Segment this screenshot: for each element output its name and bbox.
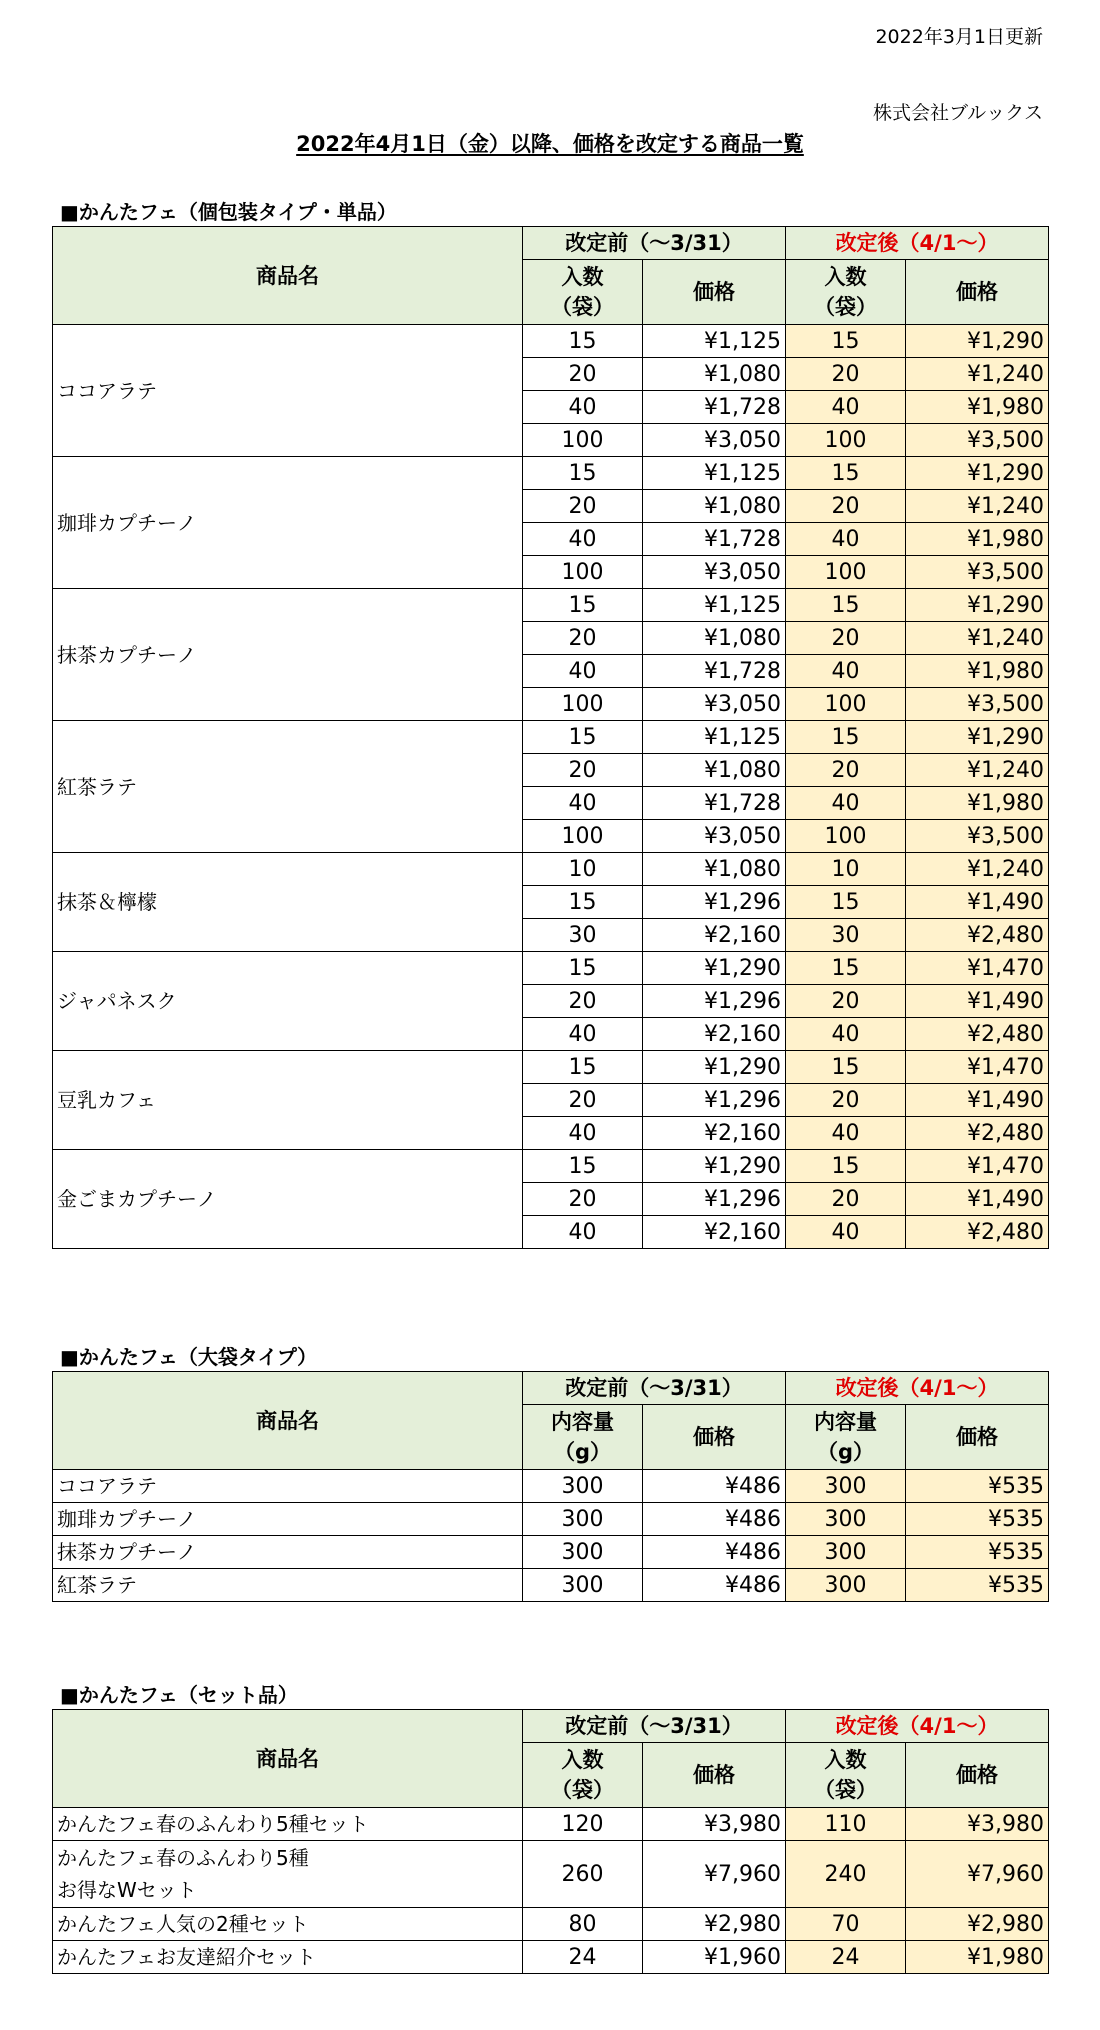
price-after: ¥2,480 [906, 1117, 1049, 1150]
column-header-quantity: 入数 （袋） [523, 1743, 643, 1808]
price-before: ¥1,296 [643, 1183, 786, 1216]
table-row [53, 1150, 1049, 1183]
quantity-before: 40 [523, 787, 643, 820]
price-before: ¥1,080 [643, 490, 786, 523]
product-name: かんたフェお友達紹介セット [53, 1941, 523, 1974]
quantity-before: 15 [523, 952, 643, 985]
price-before: ¥3,050 [643, 688, 786, 721]
quantity-before: 80 [523, 1908, 643, 1941]
price-after: ¥1,240 [906, 358, 1049, 391]
product-name: 紅茶ラテ [53, 721, 523, 853]
quantity-after: 40 [786, 1216, 906, 1249]
column-header-after: 改定後（4/1〜） [786, 227, 1049, 260]
column-header-price: 価格 [643, 260, 786, 325]
price-after: ¥535 [906, 1503, 1049, 1536]
column-header-after: 改定後（4/1〜） [786, 1372, 1049, 1405]
price-before: ¥486 [643, 1536, 786, 1569]
quantity-after: 20 [786, 490, 906, 523]
price-before: ¥1,125 [643, 589, 786, 622]
column-header-quantity: 入数 （袋） [786, 1743, 906, 1808]
price-before: ¥1,960 [643, 1941, 786, 1974]
column-header-quantity: 内容量 （g） [523, 1405, 643, 1470]
quantity-before: 10 [523, 853, 643, 886]
quantity-after: 15 [786, 1051, 906, 1084]
price-after: ¥3,500 [906, 556, 1049, 589]
price-after: ¥535 [906, 1569, 1049, 1602]
column-header-quantity: 内容量 （g） [786, 1405, 906, 1470]
price-after: ¥1,980 [906, 1941, 1049, 1974]
quantity-after: 15 [786, 1150, 906, 1183]
price-before: ¥1,080 [643, 853, 786, 886]
column-header-price: 価格 [906, 1405, 1049, 1470]
price-before: ¥1,290 [643, 952, 786, 985]
quantity-after: 300 [786, 1503, 906, 1536]
product-name: ココアラテ [53, 1470, 523, 1503]
column-header-name: 商品名 [53, 1372, 523, 1470]
product-name: かんたフェ春のふんわり5種 お得なWセット [53, 1841, 523, 1908]
price-after: ¥1,980 [906, 655, 1049, 688]
price-before: ¥1,728 [643, 523, 786, 556]
product-name: かんたフェ春のふんわり5種セット [53, 1808, 523, 1841]
price-before: ¥2,160 [643, 1216, 786, 1249]
quantity-after: 300 [786, 1569, 906, 1602]
price-after: ¥1,240 [906, 490, 1049, 523]
price-before: ¥1,125 [643, 721, 786, 754]
price-after: ¥1,240 [906, 754, 1049, 787]
quantity-before: 20 [523, 490, 643, 523]
product-name: 紅茶ラテ [53, 1569, 523, 1602]
quantity-after: 100 [786, 688, 906, 721]
quantity-before: 30 [523, 919, 643, 952]
quantity-before: 15 [523, 1051, 643, 1084]
price-before: ¥1,728 [643, 655, 786, 688]
table-row [53, 1941, 1049, 1974]
price-before: ¥2,160 [643, 1117, 786, 1150]
price-after: ¥2,480 [906, 1216, 1049, 1249]
quantity-before: 40 [523, 391, 643, 424]
table-row [53, 1503, 1049, 1536]
quantity-before: 15 [523, 721, 643, 754]
column-header-after: 改定後（4/1〜） [786, 1710, 1049, 1743]
price-before: ¥1,080 [643, 358, 786, 391]
quantity-after: 15 [786, 886, 906, 919]
quantity-before: 260 [523, 1841, 643, 1908]
table-row [53, 721, 1049, 754]
section-title: ■かんたフェ（セット品） [60, 1683, 298, 1707]
price-after: ¥1,290 [906, 589, 1049, 622]
quantity-before: 15 [523, 457, 643, 490]
page-title-text: 2022年4月1日（金）以降、価格を改定する商品一覧 [296, 132, 804, 156]
column-header-name: 商品名 [53, 227, 523, 325]
quantity-after: 20 [786, 622, 906, 655]
update-date: 2022年3月1日更新 [875, 26, 1043, 48]
quantity-before: 15 [523, 325, 643, 358]
price-before: ¥486 [643, 1569, 786, 1602]
price-before: ¥3,050 [643, 820, 786, 853]
quantity-after: 15 [786, 589, 906, 622]
price-before: ¥1,728 [643, 787, 786, 820]
price-before: ¥3,050 [643, 556, 786, 589]
quantity-after: 240 [786, 1841, 906, 1908]
price-after: ¥1,980 [906, 787, 1049, 820]
price-after: ¥1,290 [906, 457, 1049, 490]
header-row [53, 227, 1049, 260]
section-title: ■かんたフェ（個包装タイプ・単品） [60, 200, 397, 224]
quantity-before: 100 [523, 688, 643, 721]
quantity-before: 20 [523, 622, 643, 655]
price-after: ¥1,470 [906, 1051, 1049, 1084]
table-row [53, 1808, 1049, 1841]
quantity-after: 110 [786, 1808, 906, 1841]
price-table-set [52, 1709, 1049, 1974]
quantity-before: 40 [523, 655, 643, 688]
quantity-before: 20 [523, 358, 643, 391]
quantity-before: 40 [523, 1018, 643, 1051]
quantity-before: 24 [523, 1941, 643, 1974]
column-header-before: 改定前（〜3/31） [523, 1372, 786, 1405]
price-before: ¥2,980 [643, 1908, 786, 1941]
price-before: ¥1,290 [643, 1051, 786, 1084]
column-header-before: 改定前（〜3/31） [523, 1710, 786, 1743]
table-row [53, 1569, 1049, 1602]
quantity-before: 20 [523, 1084, 643, 1117]
price-before: ¥2,160 [643, 919, 786, 952]
quantity-after: 300 [786, 1470, 906, 1503]
price-before: ¥7,960 [643, 1841, 786, 1908]
quantity-after: 15 [786, 721, 906, 754]
quantity-after: 20 [786, 1183, 906, 1216]
product-name: 珈琲カプチーノ [53, 457, 523, 589]
product-name: 抹茶カプチーノ [53, 1536, 523, 1569]
price-after: ¥1,240 [906, 853, 1049, 886]
quantity-after: 100 [786, 424, 906, 457]
quantity-before: 100 [523, 556, 643, 589]
table-row [53, 457, 1049, 490]
quantity-before: 300 [523, 1470, 643, 1503]
product-name: 抹茶＆檸檬 [53, 853, 523, 952]
quantity-before: 20 [523, 754, 643, 787]
quantity-after: 300 [786, 1536, 906, 1569]
price-after: ¥1,290 [906, 721, 1049, 754]
quantity-before: 20 [523, 1183, 643, 1216]
quantity-before: 300 [523, 1503, 643, 1536]
price-before: ¥486 [643, 1470, 786, 1503]
price-after: ¥535 [906, 1536, 1049, 1569]
quantity-after: 15 [786, 457, 906, 490]
price-after: ¥1,490 [906, 886, 1049, 919]
quantity-before: 300 [523, 1569, 643, 1602]
quantity-after: 100 [786, 556, 906, 589]
quantity-after: 15 [786, 952, 906, 985]
price-after: ¥2,480 [906, 919, 1049, 952]
quantity-after: 40 [786, 523, 906, 556]
price-before: ¥2,160 [643, 1018, 786, 1051]
quantity-after: 30 [786, 919, 906, 952]
quantity-after: 20 [786, 1084, 906, 1117]
quantity-before: 40 [523, 1216, 643, 1249]
quantity-after: 20 [786, 754, 906, 787]
price-before: ¥1,728 [643, 391, 786, 424]
price-before: ¥3,980 [643, 1808, 786, 1841]
quantity-after: 40 [786, 1117, 906, 1150]
price-before: ¥486 [643, 1503, 786, 1536]
quantity-after: 20 [786, 985, 906, 1018]
price-after: ¥2,480 [906, 1018, 1049, 1051]
table-row [53, 589, 1049, 622]
quantity-after: 100 [786, 820, 906, 853]
product-name: 珈琲カプチーノ [53, 1503, 523, 1536]
quantity-after: 70 [786, 1908, 906, 1941]
price-after: ¥1,240 [906, 622, 1049, 655]
header-row [53, 1710, 1049, 1743]
price-before: ¥1,296 [643, 1084, 786, 1117]
product-name: ココアラテ [53, 325, 523, 457]
price-before: ¥1,290 [643, 1150, 786, 1183]
price-after: ¥1,980 [906, 391, 1049, 424]
quantity-before: 40 [523, 523, 643, 556]
product-name: 抹茶カプチーノ [53, 589, 523, 721]
quantity-before: 120 [523, 1808, 643, 1841]
price-after: ¥1,470 [906, 952, 1049, 985]
table-row [53, 1908, 1049, 1941]
product-name: ジャパネスク [53, 952, 523, 1051]
price-after: ¥1,490 [906, 1183, 1049, 1216]
quantity-before: 20 [523, 985, 643, 1018]
table-row [53, 1051, 1049, 1084]
price-before: ¥1,080 [643, 754, 786, 787]
table-row [53, 853, 1049, 886]
table-row [53, 1536, 1049, 1569]
column-header-quantity: 入数 （袋） [786, 260, 906, 325]
table-row [53, 1470, 1049, 1503]
product-name: 金ごまカプチーノ [53, 1150, 523, 1249]
quantity-before: 100 [523, 424, 643, 457]
quantity-before: 100 [523, 820, 643, 853]
page-title [0, 128, 1100, 158]
quantity-after: 40 [786, 655, 906, 688]
company-name: 株式会社ブルックス [872, 102, 1043, 124]
price-before: ¥1,125 [643, 325, 786, 358]
price-after: ¥3,500 [906, 688, 1049, 721]
section-title: ■かんたフェ（大袋タイプ） [60, 1345, 318, 1369]
price-after: ¥1,290 [906, 325, 1049, 358]
price-after: ¥2,980 [906, 1908, 1049, 1941]
quantity-before: 15 [523, 886, 643, 919]
table-row [53, 325, 1049, 358]
quantity-after: 20 [786, 358, 906, 391]
column-header-name: 商品名 [53, 1710, 523, 1808]
price-after: ¥1,490 [906, 985, 1049, 1018]
quantity-before: 300 [523, 1536, 643, 1569]
price-after: ¥3,980 [906, 1808, 1049, 1841]
price-before: ¥1,080 [643, 622, 786, 655]
price-after: ¥1,980 [906, 523, 1049, 556]
quantity-after: 40 [786, 391, 906, 424]
price-after: ¥3,500 [906, 424, 1049, 457]
quantity-after: 40 [786, 1018, 906, 1051]
quantity-before: 15 [523, 1150, 643, 1183]
price-after: ¥535 [906, 1470, 1049, 1503]
price-before: ¥1,296 [643, 985, 786, 1018]
price-after: ¥3,500 [906, 820, 1049, 853]
price-after: ¥1,470 [906, 1150, 1049, 1183]
product-name: 豆乳カフェ [53, 1051, 523, 1150]
column-header-quantity: 入数 （袋） [523, 260, 643, 325]
quantity-after: 15 [786, 325, 906, 358]
table-row [53, 1841, 1049, 1908]
quantity-after: 24 [786, 1941, 906, 1974]
product-name: かんたフェ人気の2種セット [53, 1908, 523, 1941]
price-table-large-bag [52, 1371, 1049, 1602]
quantity-before: 40 [523, 1117, 643, 1150]
quantity-before: 15 [523, 589, 643, 622]
price-after: ¥1,490 [906, 1084, 1049, 1117]
table-row [53, 952, 1049, 985]
quantity-after: 10 [786, 853, 906, 886]
column-header-price: 価格 [906, 1743, 1049, 1808]
quantity-after: 40 [786, 787, 906, 820]
column-header-price: 価格 [643, 1743, 786, 1808]
price-before: ¥1,296 [643, 886, 786, 919]
price-after: ¥7,960 [906, 1841, 1049, 1908]
column-header-before: 改定前（〜3/31） [523, 227, 786, 260]
header-row [53, 1372, 1049, 1405]
column-header-price: 価格 [906, 260, 1049, 325]
price-before: ¥1,125 [643, 457, 786, 490]
price-before: ¥3,050 [643, 424, 786, 457]
column-header-price: 価格 [643, 1405, 786, 1470]
price-table-individual [52, 226, 1049, 1249]
